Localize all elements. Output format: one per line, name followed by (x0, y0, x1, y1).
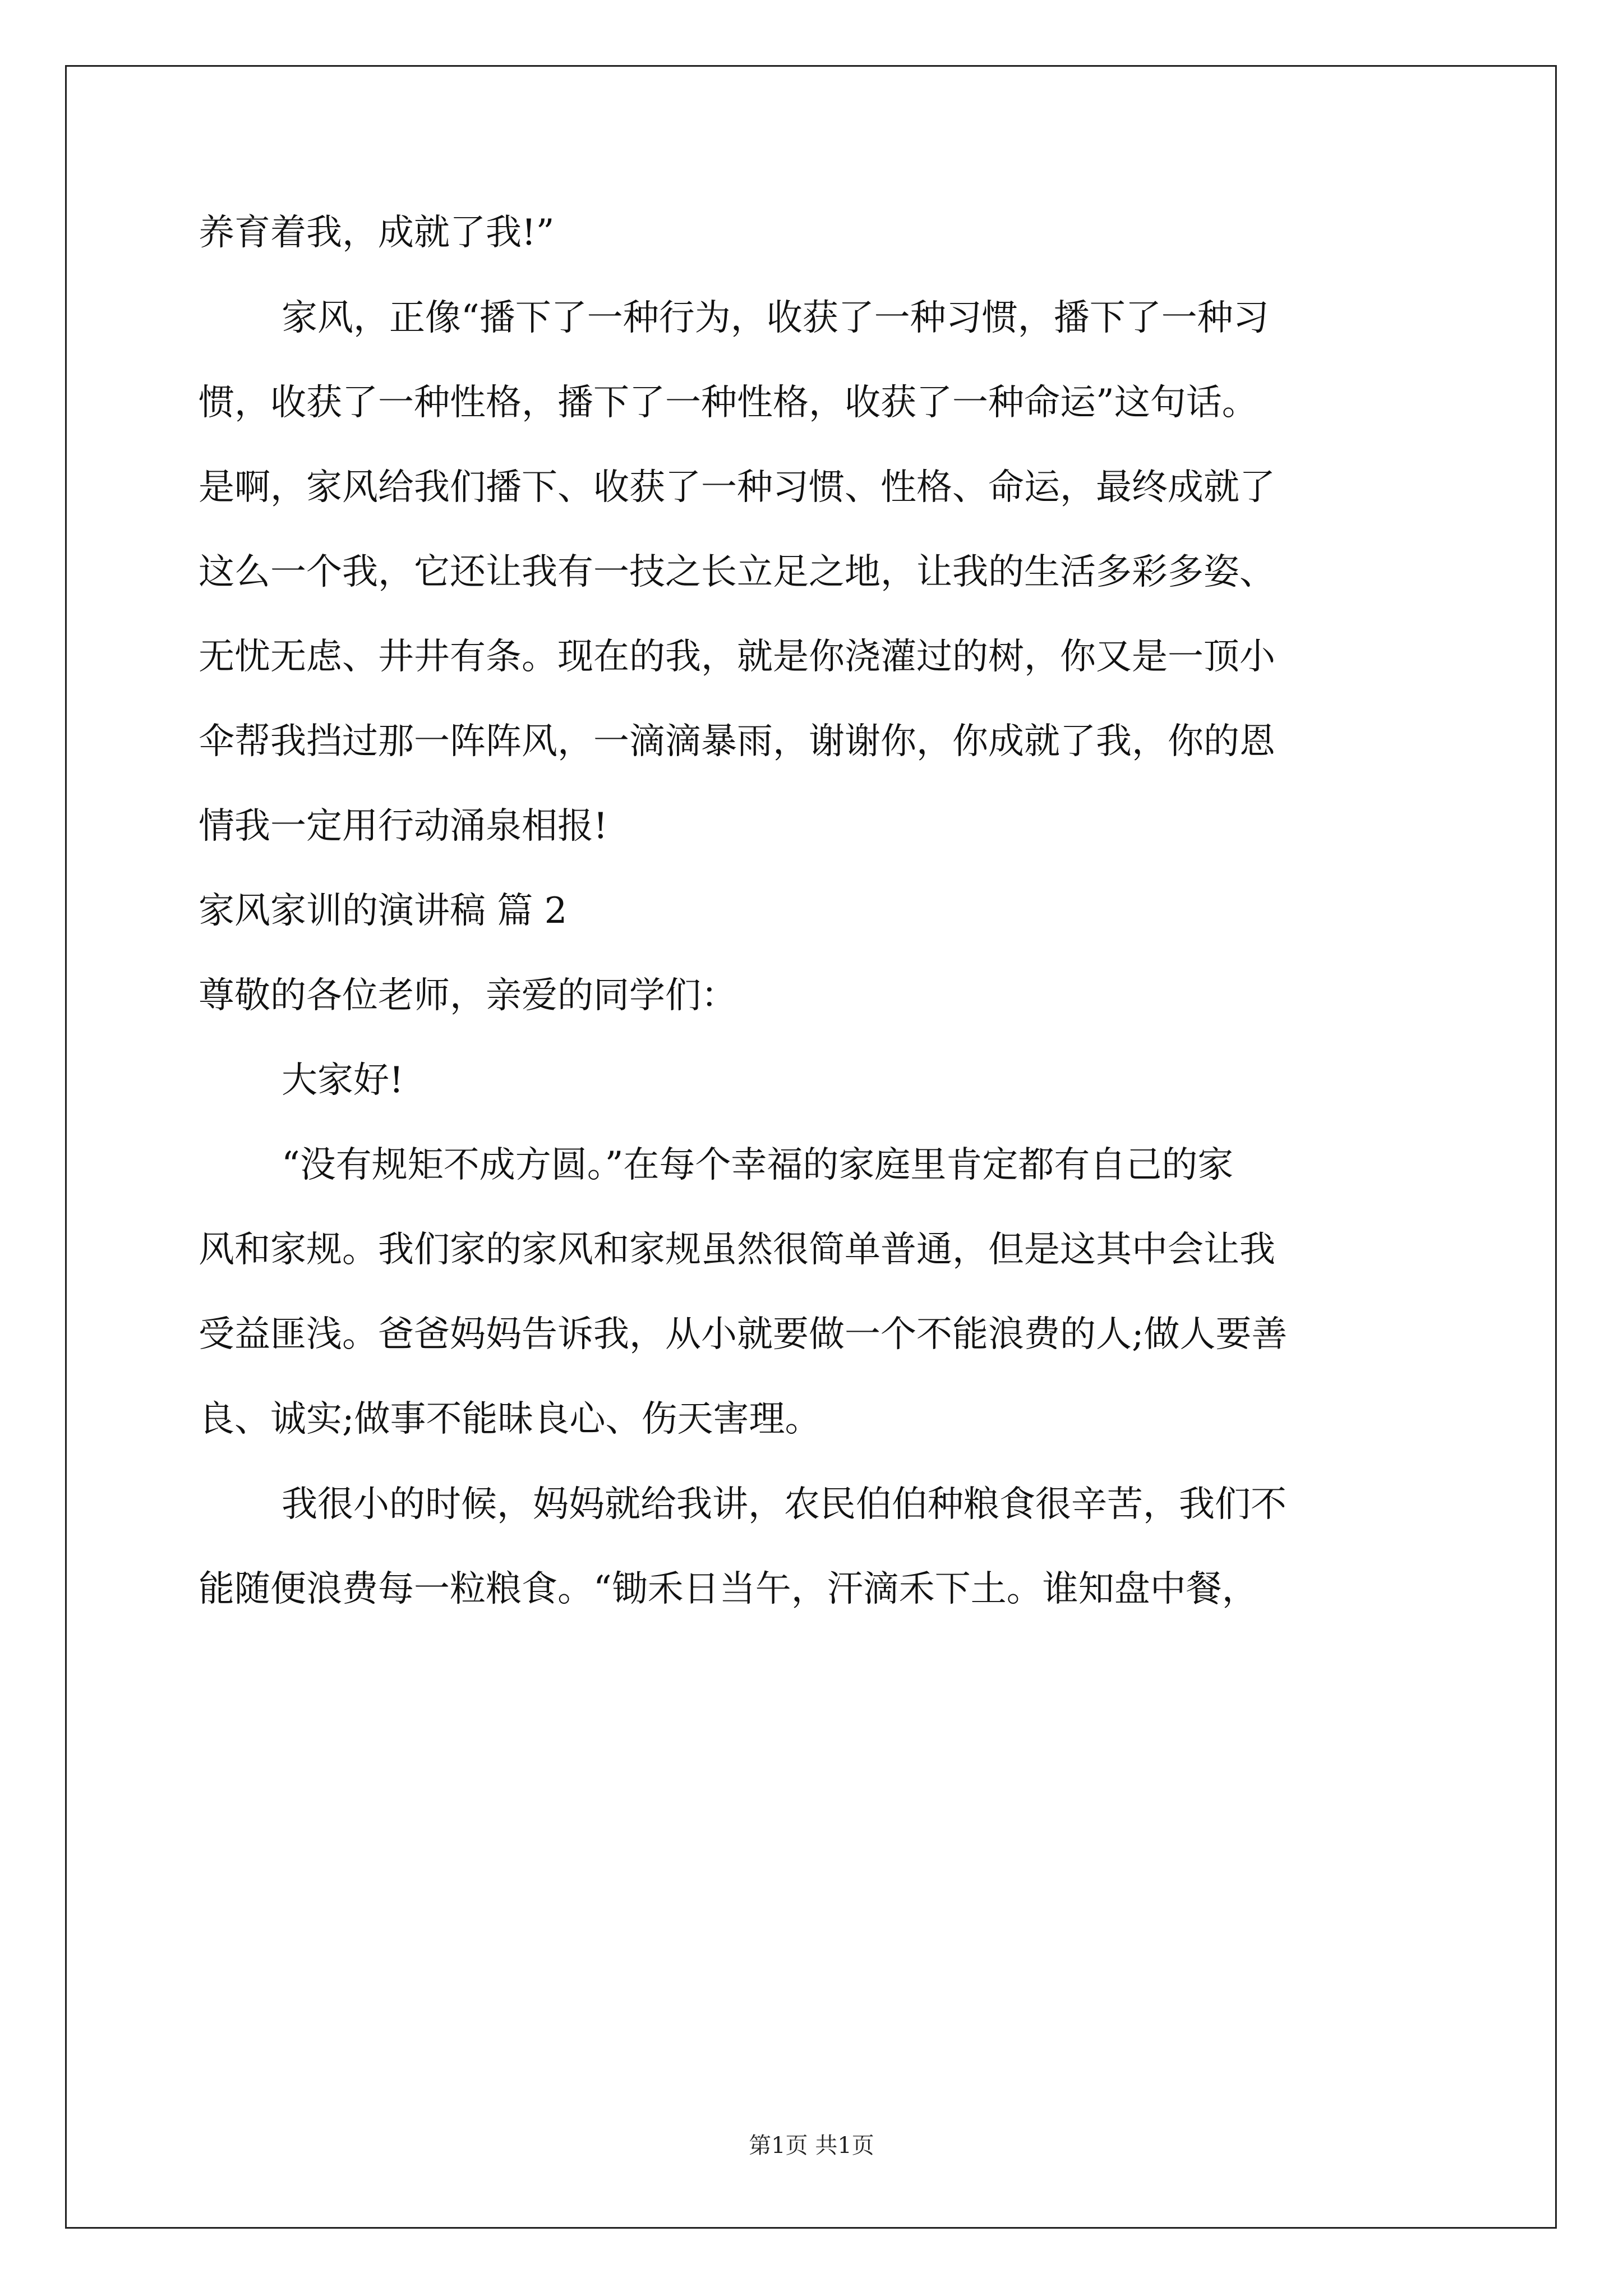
text-line: 这么一个我，它还让我有一技之长立足之地，让我的生活多彩多姿、 (199, 551, 1275, 593)
text-line: 我很小的时候，妈妈就给我讲，农民伯伯种粮食很辛苦，我们不 (282, 1484, 1287, 1525)
page-footer: 第1页 共1页 (749, 2133, 874, 2159)
text-line: 能随便浪费每一粒粮食。“锄禾日当午，汗滴禾下土。谁知盘中餐， (199, 1568, 1258, 1610)
text-line: “没有规矩不成方圆。”在每个幸福的家庭里肯定都有自己的家 (282, 1144, 1234, 1186)
text-line: 是啊，家风给我们播下、收获了一种习惯、性格、命运，最终成就了 (199, 467, 1275, 508)
greeting: 大家好! (282, 1060, 404, 1101)
text-line: 受益匪浅。爸爸妈妈告诉我，从小就要做一个不能浪费的人;做人要善 (199, 1314, 1288, 1355)
text-line: 情我一定用行动涌泉相报! (199, 806, 608, 847)
text-line: 家风，正像“播下了一种行为，收获了一种习惯，播下了一种习 (282, 297, 1269, 339)
text-line: 伞帮我挡过那一阵阵风，一滴滴暴雨，谢谢你，你成就了我，你的恩 (199, 721, 1275, 762)
text-line: 良、诚实;做事不能昧良心、伤天害理。 (199, 1398, 821, 1440)
salutation: 尊敬的各位老师，亲爱的同学们： (199, 975, 737, 1016)
text-line: 惯，收获了一种性格，播下了一种性格，收获了一种命运”这句话。 (199, 382, 1258, 424)
section-heading: 家风家训的演讲稿 篇 2 (199, 890, 568, 932)
text-line: 养育着我，成就了我!” (199, 212, 555, 254)
text-line: 风和家规。我们家的家风和家规虽然很简单普通，但是这其中会让我 (199, 1229, 1275, 1271)
text-line: 无忧无虑、井井有条。现在的我，就是你浇灌过的树，你又是一顶小 (199, 636, 1275, 678)
